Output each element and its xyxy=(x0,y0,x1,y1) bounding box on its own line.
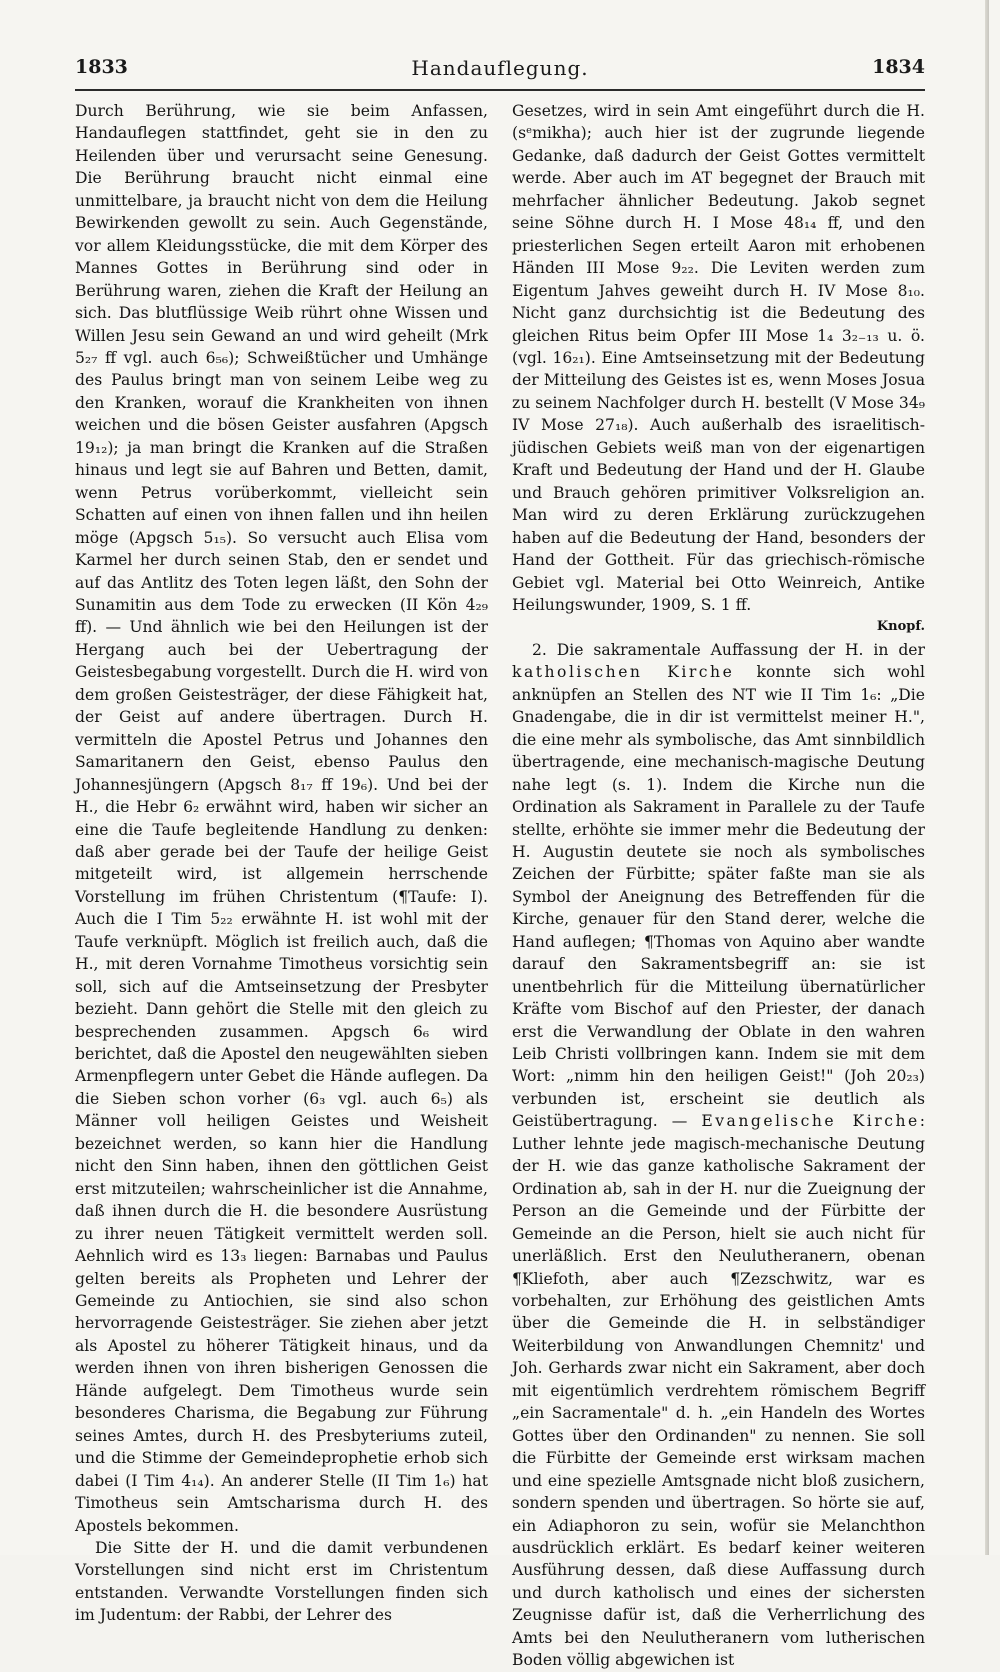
section-2-end: : Luther lehnte jede magisch-mechanische Deutung der H. wie das ganze katholische Sakrament der Ordination ab, sah in der H. nur die Zueignung der Person an die Gemeinde und der Fürbitte der Gemeinde an die Person, hielt sie auch nicht für unerläßlich. Erst den Neulutheranern, obenan ¶Kliefoth, aber auch ¶Zezschwitz, war es vorbehalten, zur Erhöhung des geistlichen Amts über die Gemeinde die H. in selbständiger Weiterbildung von Anwandlungen Chemnitz' und Joh. Gerhards zwar nicht ein Sakrament, aber doch mit eigentümlich verdrehtem römischem Begriff „ein Sacramentale" d. h. „ein Handeln des Wortes Gottes über den Ordinanden" zu nennen. Sie soll die Fürbitte der Gemeinde erst wirksam machen und eine spezielle Amtsgnade nicht bloß zusichern, sondern spenden und übertragen. So hörte sie auf, ein Adiaphoron zu sein, wofür sie Melanchthon ausdrücklich erklärt. Es bedarf keiner weiteren Ausführung dessen, daß diese Auffassung durch und durch katholisch und eines der sichersten Zeugnisse dafür ist, daß die Verherrlichung des Amts bei den Neulutheranern vom lutherischen Boden völlig abgewichen ist xyxy=(512,1112,925,1670)
author-signature: Knopf. xyxy=(876,619,925,635)
spaced-term-protestant: Evangelische Kirche xyxy=(701,1112,920,1131)
left-column xyxy=(75,100,488,1627)
page-number-left: 1833 xyxy=(75,56,128,78)
section-2-lead: 2. Die sakramentale Auffassung der H. in der xyxy=(532,640,925,659)
section-2-body: konnte sich wohl anknüpfen an Stellen des NT wie II Tim 1₆: „Die Gnadengabe, die in dir ist vermittelst meiner H.", die eine mehr als symbolische, das Amt sinnbildlich übertragende, eine mechanisch-magische Deutung nahe legt (s. 1). Indem die Kirche nun die Ordination als Sakrament in Parallele zu der Taufe stellte, erhöhte sie immer mehr die Bedeutung der H. Augustin deutete sie noch als symbolisches Zeichen der Fürbitte; später faßte man sie als Symbol der Aneignung des Betreffenden für die Kirche, genauer für den Stand derer, welche die Hand auflegen; ¶Thomas von Aquino aber wandte darauf den Sakramentsbegriff an: sie ist unentbehrlich für die Mitteilung übernatürlicher Kräfte vom Bischof auf den Priester, der danach erst die Verwandlung der Oblate in den wahren Leib Christi vollbringen kann. Indem sie mit dem Wort: „nimm hin den heiligen Geist!" (Joh 20₂₃) verbunden ist, erscheint sie deutlich als Geistübertragung. — xyxy=(512,663,925,1131)
right-paragraph-2 xyxy=(512,639,925,1672)
page-header xyxy=(75,56,925,86)
page-number-right: 1834 xyxy=(872,56,925,78)
right-paragraph-1: Gesetzes, wird in sein Amt eingeführt durch die H. (sᵉmikha); auch hier ist der zugrunde liegende Gedanke, daß dadurch der Geist Gottes vermittelt werde. Aber auch im AT begegnet der Brauch mit mehrfacher ähnlicher Bedeutung. Jakob segnet seine Söhne durch H. I Mose 48₁₄ ff, und den priesterlichen Segen erteilt Aaron mit erhobenen Händen III Mose 9₂₂. Die Leviten werden zum Eigentum Jahves geweiht durch H. IV Mose 8₁₀. Nicht ganz durchsichtig ist die Bedeutung des gleichen Ritus beim Opfer III Mose 1₄ 3₂₋₁₃ u. ö. (vgl. 16₂₁). Eine Amtseinsetzung mit der Bedeutung der Mitteilung des Geistes ist es, wenn Moses Josua zu seinem Nachfolger durch H. bestellt (V Mose 34₉ IV Mose 27₁₈). Auch außerhalb des israelitisch-jüdischen Gebiets weiß man von der eigenartigen Kraft und Bedeutung der Hand und der H. Glaube und Brauch gehören primitiver Volksreligion an. Man wird zu deren Erklärung zurückzugehen haben auf die Bedeutung der Hand, besonders der Hand der Gottheit. Für das griechisch-römische Gebiet vgl. Material bei Otto Weinreich, Antike Heilungswunder, 1909, S. 1 ff. xyxy=(512,102,925,614)
left-paragraph-2: Die Sitte der H. und die damit verbundenen Vorstellungen sind nicht erst im Christentum entstanden. Verwandte Vorstellungen finden sich im Judentum: der Rabbi, der Lehrer des xyxy=(75,1539,488,1625)
page-edge-shadow xyxy=(985,0,989,1555)
header-rule xyxy=(75,89,925,91)
right-column xyxy=(512,100,925,1672)
running-title: Handauflegung. xyxy=(411,56,589,80)
spaced-term-catholic: katholischen Kirche xyxy=(512,663,735,682)
left-paragraph-1: Durch Berührung, wie sie beim Anfassen, Handauflegen stattfindet, geht sie in den zu Heilenden über und verursacht seine Genesung. Die Berührung braucht nicht einmal eine unmittelbare, ja braucht nicht von dem die Heilung Bewirkenden gewollt zu sein. Auch Gegenstände, vor allem Kleidungsstücke, die mit dem Körper des Mannes Gottes in Berührung sind oder in Berührung waren, ziehen die Kraft der Heilung an sich. Das blutflüssige Weib rührt ohne Wissen und Willen Jesu sein Gewand an und wird geheilt (Mrk 5₂₇ ff vgl. auch 6₅₆); Schweißtücher und Umhänge des Paulus bringt man von seinem Leibe weg zu den Kranken, worauf die Krankheiten von ihnen weichen und die bösen Geister ausfahren (Apgsch 19₁₂); ja man bringt die Kranken auf die Straßen hinaus und legt sie auf Bahren und Betten, damit, wenn Petrus vorüberkommt, vielleicht sein Schatten auf einen von ihnen fallen und ihn heilen möge (Apgsch 5₁₅). So versucht auch Elisa vom Karmel her durch seinen Stab, den er sendet und auf das Antlitz des Toten legen läßt, den Sohn der Sunamitin aus dem Tode zu erwecken (II Kön 4₂₉ ff). — Und ähnlich wie bei den Heilungen ist der Hergang auch bei der Uebertragung der Geistesbegabung vorgestellt. Durch die H. wird von dem großen Geistesträger, der diese Fähigkeit hat, der Geist auf andere übertragen. Durch H. vermitteln die Apostel Petrus und Johannes den Samaritanern den Geist, ebenso Paulus den Johannesjüngern (Apgsch 8₁₇ ff 19₆). Und bei der H., die Hebr 6₂ erwähnt wird, haben wir sicher an eine die Taufe begleitende Handlung zu denken: daß aber gerade bei der Taufe der heilige Geist mitgeteilt wird, ist allgemein herrschende Vorstellung im frühen Christentum (¶Taufe: I). Auch die I Tim 5₂₂ erwähnte H. ist wohl mit der Taufe verknüpft. Möglich ist freilich auch, daß die H., mit deren Vornahme Timotheus vorsichtig sein soll, sich auf die Amtseinsetzung der Presbyter bezieht. Dann gehört die Stelle mit den gleich zu besprechenden zusammen. Apgsch 6₆ wird berichtet, daß die Apostel den neugewählten sieben Armenpflegern unter Gebet die Hände auflegen. Da die Sieben schon vorher (6₃ vgl. auch 6₅) als Männer voll heiligen Geistes und Weisheit bezeichnet werden, so kann hier die Handlung nicht den Sinn haben, ihnen den göttlichen Geist erst mitzuteilen; wahrscheinlicher ist die Annahme, daß ihnen durch die H. die besondere Ausrüstung zu ihrer neuen Tätigkeit vermittelt werden soll. Aehnlich wird es 13₃ liegen: Barnabas und Paulus gelten bereits als Propheten und Lehrer der Gemeinde zu Antiochien, sie sind also schon hervorragende Geistesträger. Sie ziehen aber jetzt als Apostel zu höherer Tätigkeit hinaus, und da werden ihnen von ihren bisherigen Genossen die Hände aufgelegt. Dem Timotheus wurde sein besonderes Charisma, die Begabung zur Führung seines Amtes, durch H. des Presbyteriums zuteil, und die Stimme der Gemeindeprophetie erhob sich dabei (I Tim 4₁₄). An anderer Stelle (II Tim 1₆) hat Timotheus sein Amtscharisma durch H. des Apostels bekommen. xyxy=(75,102,488,1535)
